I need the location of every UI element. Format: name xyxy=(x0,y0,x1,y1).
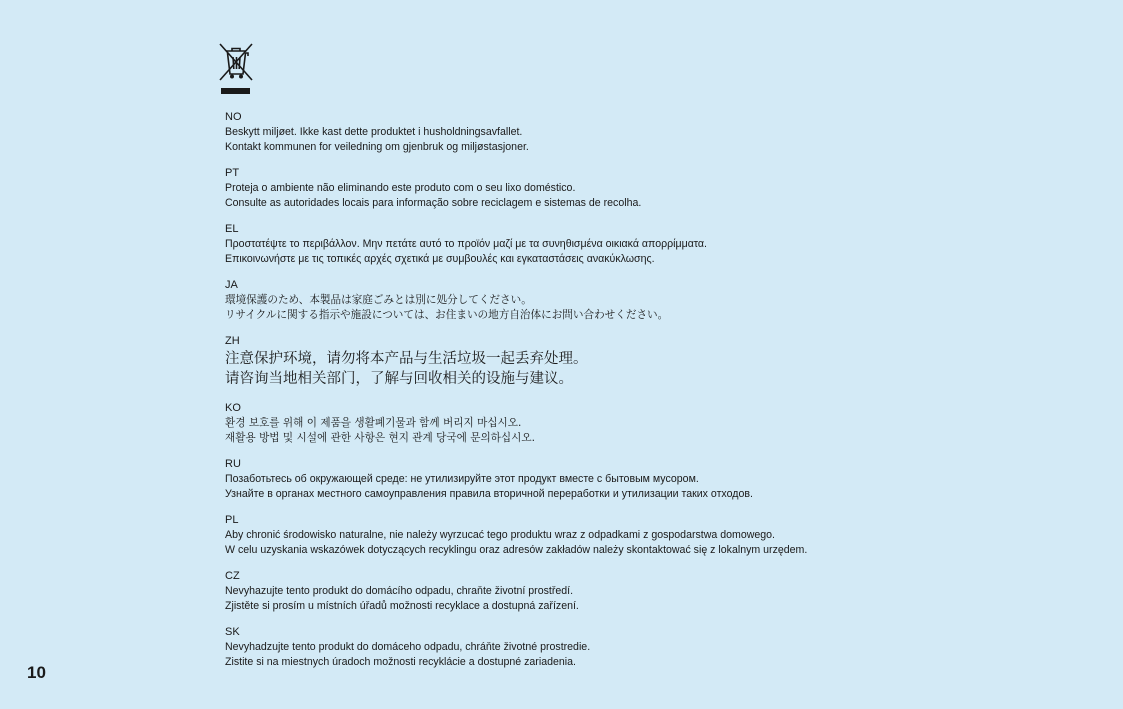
instruction-line: 環境保護のため、本製品は家庭ごみとは別に処分してください。 xyxy=(225,294,532,306)
language-code: NO xyxy=(225,111,242,123)
instruction-line: W celu uzyskania wskazówek dotyczących recyklingu oraz adresów zakładów należy skontaktować się z lokalnym urzędem. xyxy=(225,543,808,556)
instruction-line: Zjistěte si prosím u místních úřadů možnosti recyklace a dostupná zařízení. xyxy=(225,599,579,612)
instruction-line: Позаботьтесь об окружающей среде: не утилизируйте этот продукт вместе с бытовым мусором. xyxy=(225,473,699,485)
language-code: RU xyxy=(225,458,241,470)
instruction-line: Узнайте в органах местного самоуправления правила вторичной переработки и утилизации таких отходов. xyxy=(225,487,753,500)
instruction-line: 请咨询当地相关部门，了解与回收相关的设施与建议。 xyxy=(225,371,573,387)
section-zh xyxy=(225,335,1105,389)
language-code: CZ xyxy=(225,570,240,582)
page-number: 10 xyxy=(27,663,46,682)
language-code: SK xyxy=(225,626,240,638)
section-sk xyxy=(225,626,1105,669)
instruction-line: Proteja o ambiente não eliminando este produto com o seu lixo doméstico. xyxy=(225,182,576,194)
instruction-line: Nevyhadzujte tento produkt do domáceho odpadu, chráňte životné prostredie. xyxy=(225,641,591,653)
instruction-line: Προστατέψτε το περιβάλλον. Μην πετάτε αυτό το προϊόν μαζί με τα συνηθισμένα οικιακά απορρίμματα. xyxy=(225,238,707,250)
instruction-line: 재활용 방법 및 시설에 관한 사항은 현지 관계 당국에 문의하십시오. xyxy=(225,431,535,444)
language-code: JA xyxy=(225,279,238,291)
language-code: KO xyxy=(225,402,241,414)
instruction-line: Επικοινωνήστε με τις τοπικές αρχές σχετικά με συμβουλές και εγκαταστάσεις ανακύκλωσης. xyxy=(225,252,655,265)
instruction-line: Beskytt miljøet. Ikke kast dette produktet i husholdningsavfallet. xyxy=(225,126,523,138)
section-cz xyxy=(225,570,1105,613)
language-code: EL xyxy=(225,223,239,235)
section-pt xyxy=(225,167,1105,210)
instruction-line: Nevyhazujte tento produkt do domácího odpadu, chraňte životní prostředí. xyxy=(225,585,574,597)
language-code: PT xyxy=(225,167,240,179)
language-code: PL xyxy=(225,514,239,526)
instruction-line: Zistite si na miestnych úradoch možnosti recyklácie a dostupné zariadenia. xyxy=(225,655,576,668)
instruction-line: リサイクルに関する指示や施設については、お住まいの地方自治体にお問い合わせください。 xyxy=(225,308,669,321)
disposal-instructions xyxy=(225,111,1105,669)
instruction-line: 注意保护环境，请勿将本产品与生活垃圾一起丢弃处理。 xyxy=(225,351,588,367)
language-code: ZH xyxy=(225,335,240,347)
section-el xyxy=(225,223,1105,266)
section-pl xyxy=(225,514,1105,557)
section-ja xyxy=(225,279,1105,322)
section-ko xyxy=(225,402,1105,445)
instruction-line: Consulte as autoridades locais para informação sobre reciclagem e sistemas de recolha. xyxy=(225,196,642,209)
section-no xyxy=(225,111,1105,154)
crossed-out-wheelie-bin-icon xyxy=(217,42,255,96)
instruction-line: Kontakt kommunen for veiledning om gjenbruk og miljøstasjoner. xyxy=(225,140,529,153)
instruction-line: Aby chronić środowisko naturalne, nie należy wyrzucać tego produktu wraz z odpadkami z gospodarstwa domowego. xyxy=(225,529,775,541)
section-ru xyxy=(225,458,1105,501)
instruction-line: 환경 보호를 위해 이 제품을 생활폐기물과 함께 버리지 마십시오. xyxy=(225,417,522,429)
